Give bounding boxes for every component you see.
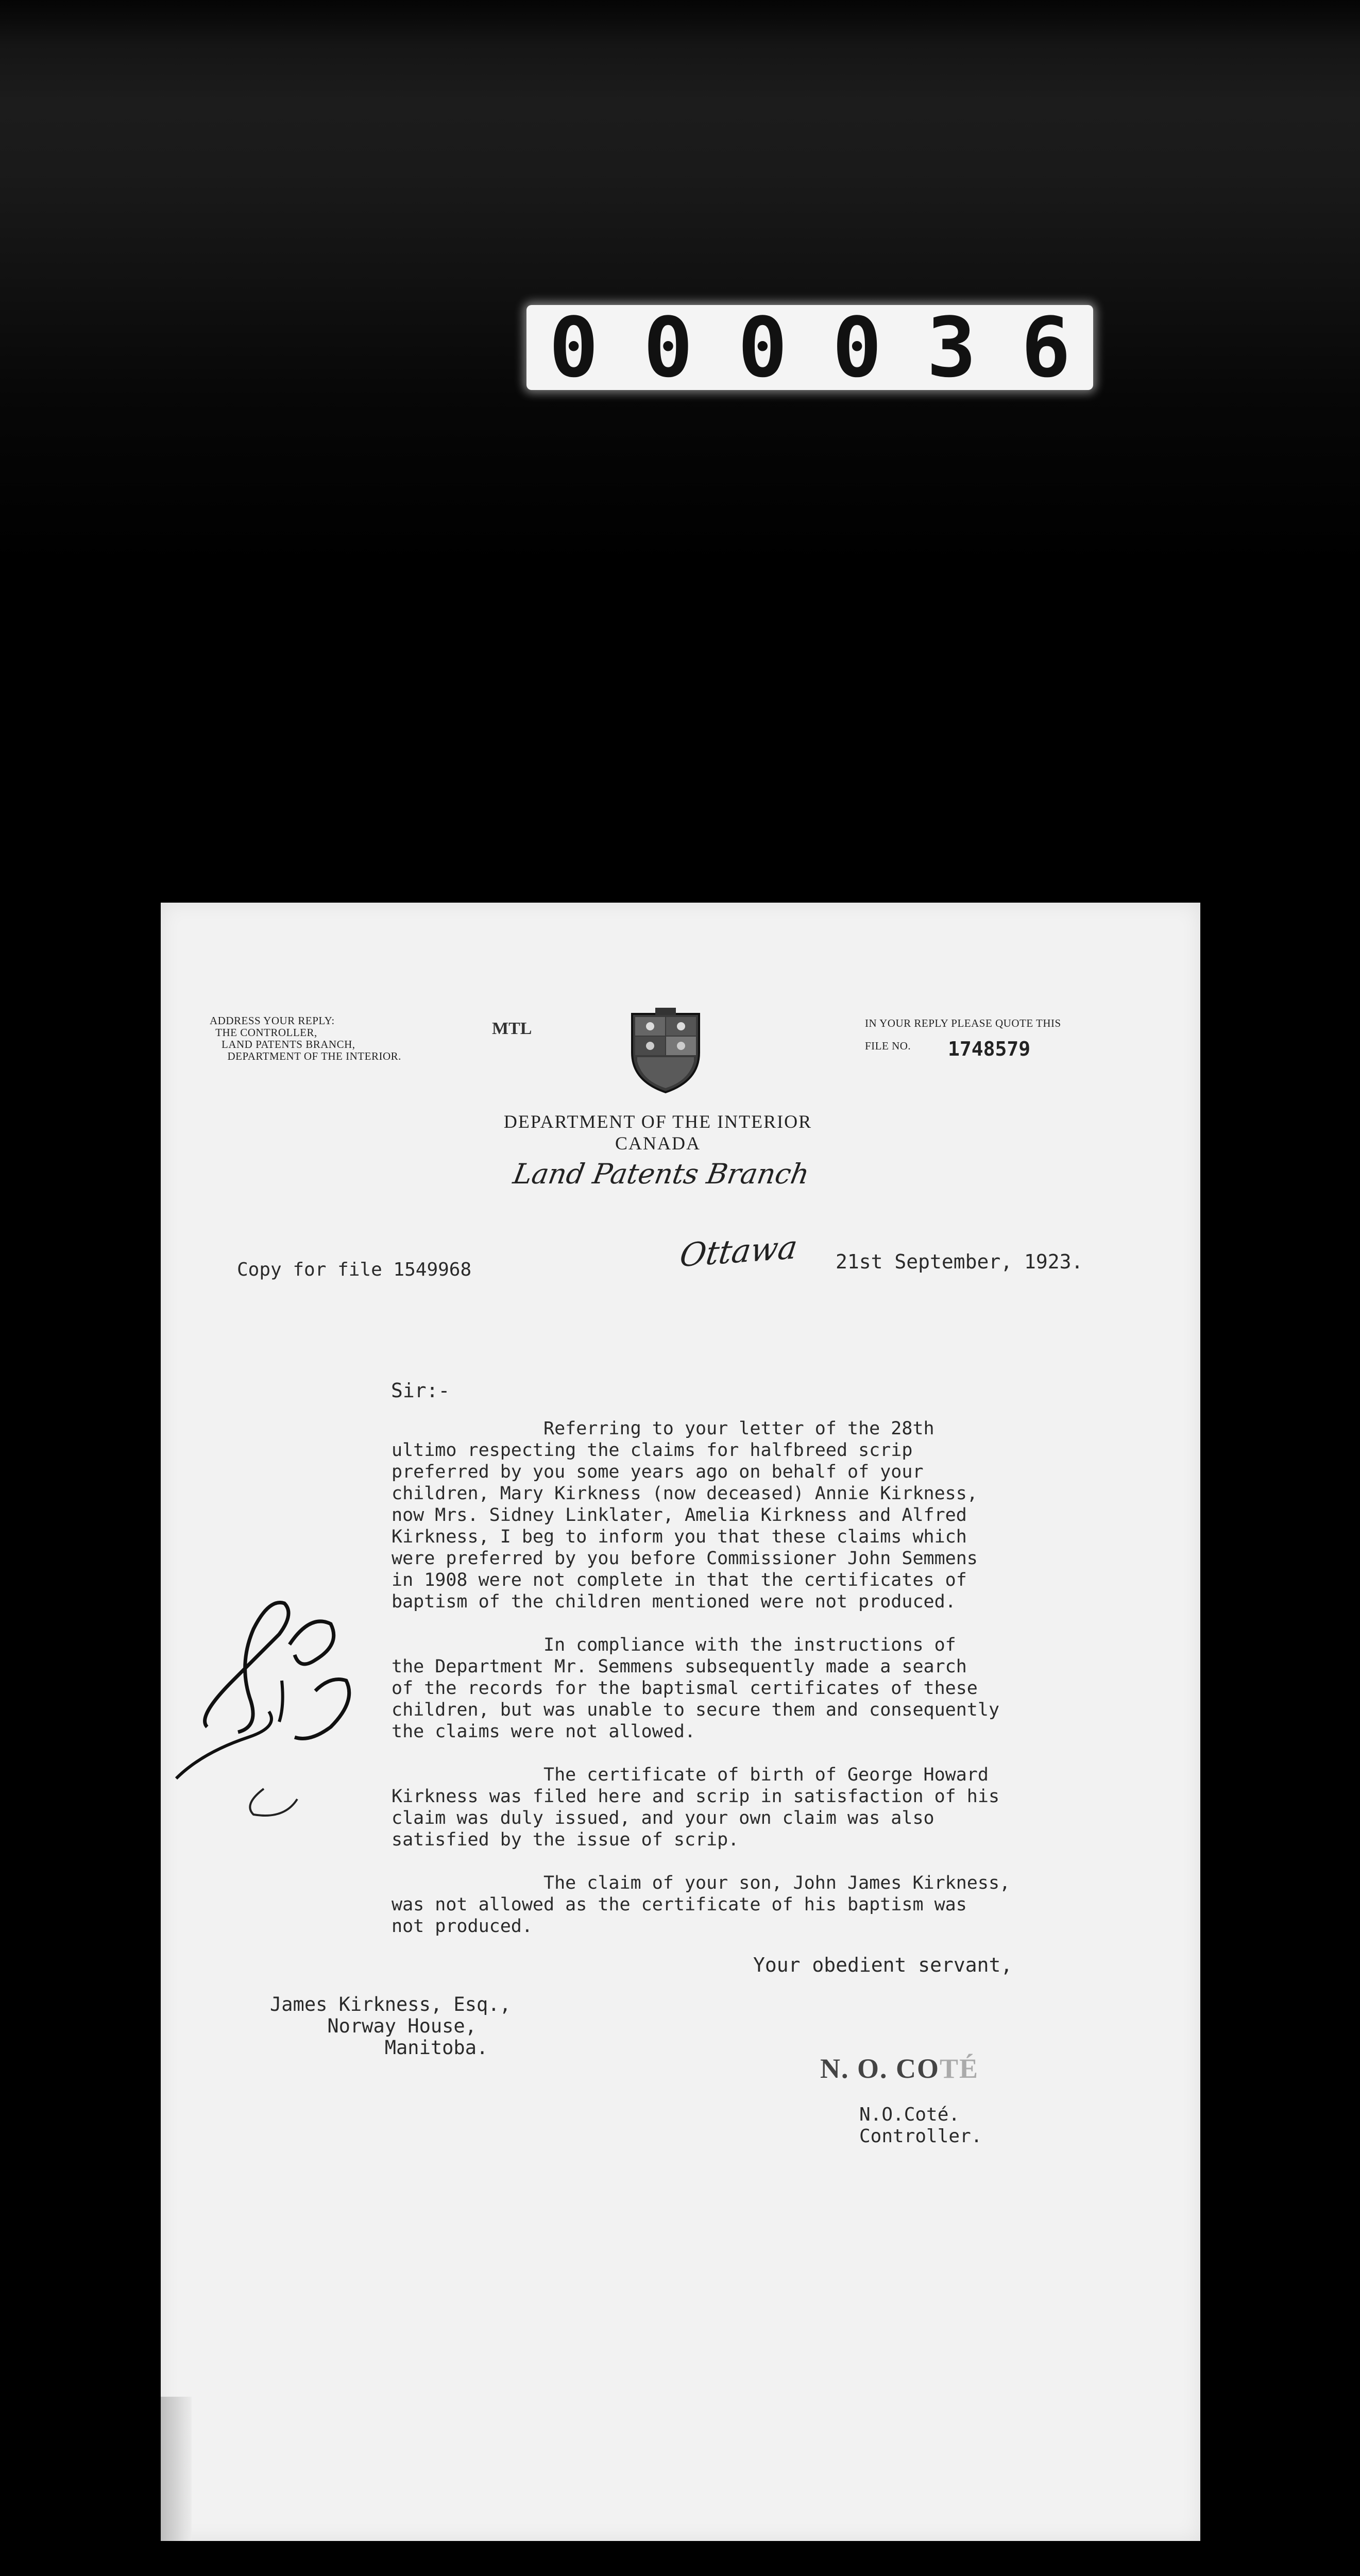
closing: Your obedient servant, xyxy=(753,1954,1013,1976)
page-fold xyxy=(161,2397,192,2541)
frame-digit: 6 xyxy=(1021,299,1071,396)
frame-digit: 0 xyxy=(643,299,693,396)
letter-date: 21st September, 1923. xyxy=(836,1250,1083,1273)
frame-digit: 0 xyxy=(738,299,788,396)
branch-name: Land Patents Branch xyxy=(511,1158,812,1190)
place-name: Ottawa xyxy=(677,1228,800,1275)
letter-page xyxy=(161,903,1200,2541)
department-heading xyxy=(490,1111,825,1154)
letter-body: Referring to your letter of the 28th ultimo respecting the claims for halfbreed scrip preferred by you some years ago on behalf of your children, Mary Kirkness (now deceased) Annie Kirkness, now Mrs. Sidney Linklater, Amelia Kirkness and Alfred Kirkness, I beg to inform you that these claims which were preferred by you before Commissioner John Semmens in 1908 were not complete in that the certificates of baptism of the children mentioned were not produced. In compliance with the instructions of the Department Mr. Semmens subsequently made a search of the records for the baptismal certificates of these children, but was unable to secure them and consequently the claims were not allowed. The certificate of birth of George Howard Kirkness was filed here and scrip in satisfaction of his claim was duly issued, and your own claim was also satisfied by the issue of scrip. The claim of your son, John James Kirkness, was not allowed as the certificate of his baptism was not produced. xyxy=(392,1418,1011,1937)
signature-stamp xyxy=(820,2053,979,2084)
department-name: DEPARTMENT OF THE INTERIOR xyxy=(503,1111,812,1132)
coat-of-arms-icon xyxy=(627,1004,704,1094)
stamp-text-faint: TÉ xyxy=(940,2053,979,2084)
country-name: CANADA xyxy=(615,1133,701,1154)
film-strip-header xyxy=(0,0,1360,567)
frame-digit: 0 xyxy=(832,299,882,396)
signer-block: N.O.Coté. Controller. xyxy=(859,2104,982,2147)
frame-digit: 0 xyxy=(549,299,599,396)
addressee: James Kirkness, Esq., Norway House, Manitoba. xyxy=(270,1993,511,2059)
file-number: 1748579 xyxy=(948,1038,1031,1060)
handwritten-annotation xyxy=(161,1511,398,1820)
frame-digit: 3 xyxy=(926,299,977,396)
frame-counter xyxy=(526,299,1093,396)
salutation: Sir:- xyxy=(391,1379,450,1402)
quote-file-label: IN YOUR REPLY PLEASE QUOTE THIS FILE NO. xyxy=(865,1017,1061,1052)
stamp-text: N. O. CO xyxy=(820,2053,940,2084)
reply-address: ADDRESS YOUR REPLY: THE CONTROLLER, LAND PATENTS BRANCH, DEPARTMENT OF THE INTERIOR. xyxy=(210,1014,401,1062)
mtl-mark: MTL xyxy=(492,1019,532,1038)
copy-for-file: Copy for file 1549968 xyxy=(237,1259,472,1280)
